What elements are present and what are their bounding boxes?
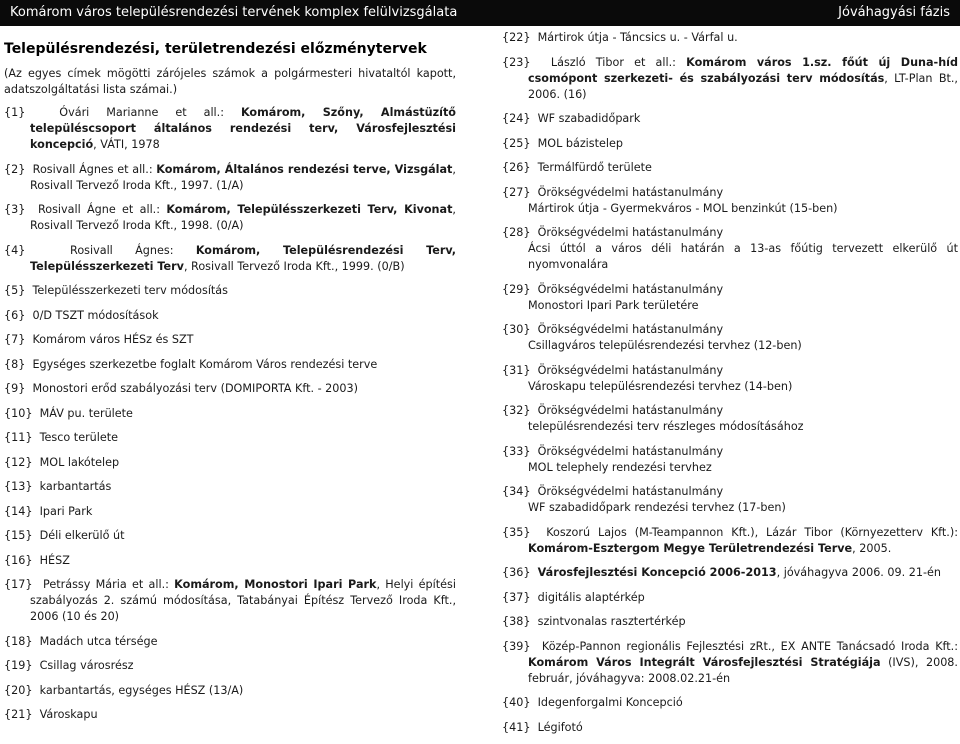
reference-list-right [502,30,958,736]
reference-title: Komárom, Általános rendezési terve, Vizsgálat [156,162,453,176]
reference-entry [4,634,456,650]
reference-author: 0/D TSZT módosítások [32,308,159,322]
reference-number: {38} [502,615,531,628]
reference-entry [4,479,456,495]
reference-title: Komárom, Településszerkezeti Terv, Kivonat [166,203,453,216]
reference-subject: Monostori Ipari Park területére [528,298,699,312]
reference-number: {14} [4,504,33,518]
reference-entry [4,105,456,153]
reference-author: Légifotó [537,720,583,734]
reference-entry [4,553,456,569]
reference-entry [4,430,456,446]
reference-entry [502,185,958,217]
reference-subject: MOL telephely rendezési tervhez [528,460,712,474]
reference-title: Komárom, Monostori Ipari Park [174,578,377,591]
reference-entry [4,406,456,422]
reference-number: {17} [4,578,33,591]
right-column [502,30,958,744]
reference-entry [502,565,958,581]
reference-author: WF szabadidőpark [537,112,641,125]
reference-number: {27} [502,185,531,199]
reference-author: Örökségvédelmi hatástanulmány [537,282,724,296]
reference-entry [502,444,958,476]
reference-number: {37} [502,590,531,604]
reference-author: Örökségvédelmi hatástanulmány [537,404,724,417]
reference-subject: Csillagváros településrendezési tervhez (12-ben) [528,339,802,352]
reference-number: {32} [502,404,531,417]
reference-number: {36} [502,566,531,579]
reference-author: Városkapu [39,708,98,721]
section-title: Településrendezési, területrendezési előzménytervek [4,41,427,57]
reference-details: , Rosivall Tervező Iroda Kft., 1999. (0/B) [183,259,405,273]
reference-author: HÉSZ [39,553,70,567]
reference-author: Petrássy Mária et all.: [43,578,175,591]
reference-number: {26} [502,161,531,174]
reference-entry [502,322,958,354]
reference-author: Örökségvédelmi hatástanulmány [537,444,724,458]
reference-number: {21} [4,708,33,721]
reference-number: {40} [502,696,531,709]
reference-number: {12} [4,455,33,469]
reference-entry [502,136,958,152]
reference-number: {19} [4,659,33,672]
reference-author: Közép-Pannon regionális Fejlesztési zRt., EX ANTE Tanácsadó Iroda Kft.: [541,639,958,653]
reference-number: {41} [502,720,531,734]
reference-number: {28} [502,226,531,239]
reference-entry [4,577,456,625]
reference-entry [502,484,958,516]
reference-list-left [4,105,456,723]
reference-number: {30} [502,323,531,336]
reference-number: {7} [4,333,26,346]
reference-number: {2} [4,162,26,176]
reference-number: {23} [502,55,531,69]
reference-author: MÁV pu. területe [39,406,133,420]
reference-author: Örökségvédelmi hatástanulmány [537,323,724,336]
reference-entry [4,308,456,324]
reference-author: karbantartás, egységes HÉSZ (13/A) [39,683,244,697]
reference-title: Komárom város 1.sz. főút új Duna-híd csomópont szerkezeti- és szabályozási terv módosítás [528,55,958,85]
reference-number: {22} [502,31,531,44]
reference-number: {24} [502,112,531,125]
reference-entry [4,357,456,373]
reference-number: {18} [4,634,33,648]
reference-number: {3} [4,203,26,216]
reference-entry [4,283,456,299]
reference-author: Örökségvédelmi hatástanulmány [537,185,724,199]
left-column [4,30,456,732]
reference-number: {25} [502,136,531,150]
reference-details: , Rosivall Tervező Iroda Kft., 1998. (0/A) [30,203,456,232]
reference-entry [502,590,958,606]
reference-number: {31} [502,363,531,377]
reference-author: Csillag városrész [39,659,134,672]
reference-author: szintvonalas rasztertérkép [537,615,686,628]
reference-entry [502,282,958,314]
reference-author: Örökségvédelmi hatástanulmány [537,226,724,239]
reference-author: Ipari Park [39,504,93,518]
reference-author: Örökségvédelmi hatástanulmány [537,363,724,377]
reference-entry [502,720,958,736]
reference-entry [502,111,958,127]
reference-number: {29} [502,282,531,296]
reference-entry [4,455,456,471]
reference-author: Rosivall Ágne et all.: [37,203,167,216]
reference-subject: Ácsi úttól a város déli határán a 13-as főútig tervezett elkerülő út nyomvonalára [528,242,958,271]
reference-title: Komárom, Szőny, Almástüzítő településcsoport általános rendezési terv, Városfejlesztési koncepció [30,106,456,151]
reference-author: MOL lakótelep [39,455,120,469]
reference-author: László Tibor et all.: [550,55,687,69]
reference-details: , VÁTI, 1978 [93,138,160,151]
reference-author: Madách utca térsége [39,634,158,648]
reference-number: {4} [4,243,26,257]
reference-number: {13} [4,480,33,493]
reference-details: , Helyi építési szabályozás 2. számú módosítása, Tatabányai Építész Tervező Iroda Kft., 2006 (10 és 20) [30,578,456,623]
reference-title: Komárom-Esztergom Megye Területrendezési Terve [528,541,853,555]
reference-subject: településrendezési terv részleges módosításához [528,420,804,433]
reference-number: {16} [4,553,33,567]
reference-entry [502,403,958,435]
reference-entry [502,614,958,630]
reference-subject: WF szabadidőpark rendezési tervhez (17-ben) [528,501,786,514]
reference-entry [4,504,456,520]
reference-title: Városfejlesztési Koncepció 2006-2013 [537,566,777,579]
reference-entry [4,381,456,397]
reference-number: {11} [4,431,33,444]
reference-entry [502,525,958,557]
reference-entry [4,707,456,723]
header-phase: Jóváhagyási fázis [838,5,950,20]
intro-text: (Az egyes címek mögötti zárójeles számok a polgármesteri hivataltól kapott, adatszolgáltatási lista számai.) [4,67,456,96]
reference-author: MOL bázistelep [537,136,623,150]
reference-number: {35} [502,525,531,539]
reference-subject: Mártirok útja - Gyermekváros - MOL benzinkút (15-ben) [528,201,838,215]
reference-title: Komárom Város Integrált Városfejlesztési Stratégiája [528,655,881,669]
reference-entry [4,528,456,544]
reference-author: Idegenforgalmi Koncepció [537,696,683,709]
reference-author: Koszorú Lajos (M-Teampannon Kft.), Lázár Tibor (Környezetterv Kft.): [546,525,958,539]
header-document-title: Komárom város településrendezési tervének komplex felülvizsgálata [10,5,458,20]
reference-number: {5} [4,284,26,297]
reference-entry [502,363,958,395]
reference-author: Mártirok útja - Táncsics u. - Várfal u. [537,31,738,44]
reference-entry [4,658,456,674]
reference-entry [4,162,456,194]
reference-number: {20} [4,683,33,697]
reference-author: Örökségvédelmi hatástanulmány [537,485,724,498]
reference-entry [502,30,958,46]
reference-author: Termálfürdő területe [537,161,652,174]
reference-number: {15} [4,529,33,542]
reference-author: Monostori erőd szabályozási terv (DOMIPORTA Kft. - 2003) [32,382,359,395]
reference-entry [502,695,958,711]
reference-number: {39} [502,639,531,653]
reference-details: (IVS), 2008. február, jóváhagyva: 2008.02.21-én [528,655,958,685]
reference-author: Rosivall Ágnes et all.: [32,162,157,176]
reference-entry [4,202,456,234]
reference-number: {8} [4,357,26,371]
reference-entry [502,160,958,176]
reference-author: Rosivall Ágnes: [70,243,196,257]
reference-entry [4,332,456,348]
reference-author: Településszerkezeti terv módosítás [32,284,228,297]
reference-author: Óvári Marianne et all.: [59,106,241,119]
reference-entry [502,55,958,103]
reference-details: , jóváhagyva 2006. 09. 21-én [776,566,942,579]
reference-entry [502,225,958,273]
reference-author: Tesco területe [39,431,119,444]
reference-details: , 2005. [852,541,892,555]
reference-details: , LT-Plan Bt., 2006. (16) [528,71,958,101]
reference-subject: Városkapu településrendezési tervhez (14-ben) [528,379,793,393]
reference-entry [4,243,456,275]
reference-number: {9} [4,382,26,395]
reference-author: digitális alaptérkép [537,590,645,604]
page-header [0,0,960,26]
reference-author: Déli elkerülő út [39,529,125,542]
reference-author: karbantartás [39,480,112,493]
reference-author: Egységes szerkezetbe foglalt Komárom Város rendezési terve [32,357,378,371]
reference-number: {6} [4,308,26,322]
reference-entry [502,639,958,687]
reference-title: Komárom, Településrendezési Terv, Településszerkezeti Terv [30,243,456,273]
reference-number: {10} [4,406,33,420]
reference-number: {33} [502,444,531,458]
reference-author: Komárom város HÉSz és SZT [32,333,194,346]
reference-number: {1} [4,106,26,119]
reference-details: , Rosivall Tervező Iroda Kft., 1997. (1/A) [30,162,456,192]
reference-number: {34} [502,485,531,498]
